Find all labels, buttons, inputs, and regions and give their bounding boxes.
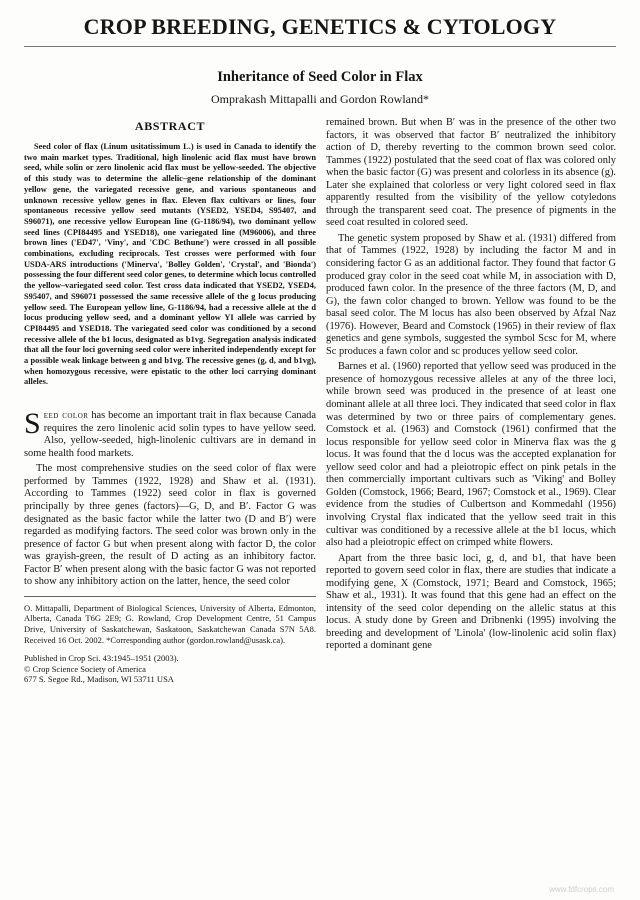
watermark-text: www.fdfcrops.com xyxy=(549,885,614,894)
body-paragraph: The most comprehensive studies on the seed color of flax were performed by Tammes (1922, 1928) and Shaw et al. (1931). According to Tammes (1922) seed color in flax is governed principally by three genes (factors)—G, D, and B′. Factor G was designated as the basic factor while the latter two (D and B′) were regarded as modifying factors. The seed color was brown only in the presence of factor G but when present along with factor D, the color was grayish-green, the result of D acting as an inhibitory factor. Factor B′ when present along with the basic factor G was not reported to show any inhibitory action on the latter, hence, the seed color xyxy=(24,463,316,588)
article-authors: Omprakash Mittapalli and Gordon Rowland* xyxy=(211,92,429,106)
publication-line-2: © Crop Science Society of America xyxy=(24,663,146,674)
lead-small-caps: eed color xyxy=(43,410,89,422)
drop-cap: S xyxy=(24,407,41,441)
publication-line-1: Published in Crop Sci. 43:1945–1951 (2003). xyxy=(24,653,179,664)
abstract-text: Seed color of flax (Linum usitatissimum L.) is used in Canada to identify the two main market types. Traditional, high linolenic acid flax must have brown seed, while solin or zero linolenic acid flax must be yellow-seeded. The objective of this study was to determine the allelic–gene relationship of the dominant yellow gene, the variegated recessive gene, and various spontaneous and unknown recessive yellow genes in flax. Eleven flax cultivars or lines, four spontaneous recessive yellow seed mutants (YSED2, YSED4, S95407, and S96071), one recessive yellow European line (G-1186/94), two dominant yellow seed lines (CPI84495 and YSED18), one variegated line (M96006), and three brown lines ('ED47', 'Viny', and 'CDC Bethune') were crossed in all possible combinations, excluding reciprocals. Test crosses were performed with four USDA-ARS introductions ('Minerva', 'Bolley Golden', 'Crystal', and 'Bionda') possessing the four different seed color genes, to determine which locus controlled the yellow–variegated seed color. Test cross data indicated that YSED2, YSED4, S95407, and S96071 possessed the same recessive allele of the g locus producing yellow seed. The European yellow line, G-1186/94, had a recessive allele at the d locus producing yellow seed, and a dominant yellow YI allele was carried by CPI84495 and YSED18. The variegated seed color was conditioned by a second recessive allele of the b1 locus, designated as b1vg. Segregation analysis indicated that all the four loci governing seed color were inherited independently except for a possible weak linkage between g and b1vg. The recessive genes (g, d, and b1vg), when homozygous recessive, were epistatic to the other loci carrying dominant alleles. xyxy=(24,142,316,387)
body-paragraph: Apart from the three basic loci, g, d, and b1, that have been reported to govern seed color in flax, there are studies that indicate a modifying gene, X (Comstock, 1971; Beard and Comstock, 1965; Shaw et al., 1931). It was found that this gene had an effect on the intensity of the seed color depending on the allelic status at this locus. A study done by Green and Dribnenki (1995) involving the breeding and development of 'Linola' (low-linolenic acid solin flax) reported a dominant gene xyxy=(326,552,616,652)
body-paragraph: The genetic system proposed by Shaw et al. (1931) differed from that of Tammes (1922, 1928) by including the factor M and in considering factor G as an additional factor. They found that factor G produced gray color in the seed coat while M, in association with D, produced fawn color. In the presence of the three factors (M, D, and G), the fawn color changed to brown. Yellow was found to be the basal seed color. The M locus has also been observed by Afzal Naz (1976). However, Beard and Comstock (1965) in their review of flax genetics and gene symbols, suggested the symbol Scsc for M, where Sc produces a fawn color and sc produces yellow seed color. xyxy=(326,232,616,357)
body-paragraph: remained brown. But when B′ was in the presence of the other two factors, it was observed that factor B′ neutralized the inhibitory action of D, thereby reverting to the common brown seed color. Tammes (1922) postulated that the seed coat of flax was colored only when the basic factor (G) was present and colorless in its absence (g). Later she explained that colorless or very light colored seed in flax apparently resulted from the visibility of the yellow cotyledons through the transparent seed coat. The presence of pigments in the seed coat resulted in colored seed. xyxy=(326,117,616,229)
body-paragraph: Barnes et al. (1960) reported that yellow seed was produced in the presence of homozygous recessive alleles at any of the three loci, while brown seed was produced in the presence of at least one dominant allele at all three loci. They indicated that seed color in flax was determined by two or three pairs of complementary genes. Comstock et al. (1963) and Comstock (1961) confirmed that the locus responsible for yellow seed color in Minerva flax was the g locus. It was found that the d locus was the accepted explanation for yellow seed color and had a pleiotropic effect on pink petals in the then commercially important cultivars such as 'Viking' and Bolley Golden (Comstock, 1966; Beard, 1967; Comstock et al., 1969). Clear evidence from the studies of Culbertson and Kommedahl (1956) involving Crystal flax indicated that the yellow seed trait in this cultivar was conditioned by a recessive allele at the b1 locus, which also had a pleiotropic effect on crimped white flowers. xyxy=(326,361,616,549)
publication-line-3: 677 S. Segoe Rd., Madison, WI 53711 USA xyxy=(24,674,174,685)
right-column xyxy=(326,117,616,685)
journal-section-heading: CROP BREEDING, GENETICS & CYTOLOGY xyxy=(24,14,616,47)
abstract-heading: ABSTRACT xyxy=(134,119,206,133)
intro-text: has become an important trait in flax because Canada requires the zero linolenic acid solin types to have yellow seed. Also, yellow-seeded, high-linolenic cultivars are in demand in some health food markets. xyxy=(24,410,316,459)
intro-paragraph xyxy=(24,407,316,460)
left-column xyxy=(24,117,316,685)
author-affiliation-footnote: O. Mittapalli, Department of Biological Sciences, University of Alberta, Edmonton, Alberta, Canada T6G 2E9; G. Rowland, Crop Development Centre, 51 Campus Drive, University of Saskatchewan, Saskatoon, Saskatchewan Canada S7N 5A8. Received 16 Oct. 2002. *Corresponding author (gordon.rowland@usask.ca). xyxy=(24,602,316,645)
two-column-body xyxy=(24,117,616,685)
footnote-divider xyxy=(24,596,316,597)
article-title: Inheritance of Seed Color in Flax xyxy=(217,69,423,85)
